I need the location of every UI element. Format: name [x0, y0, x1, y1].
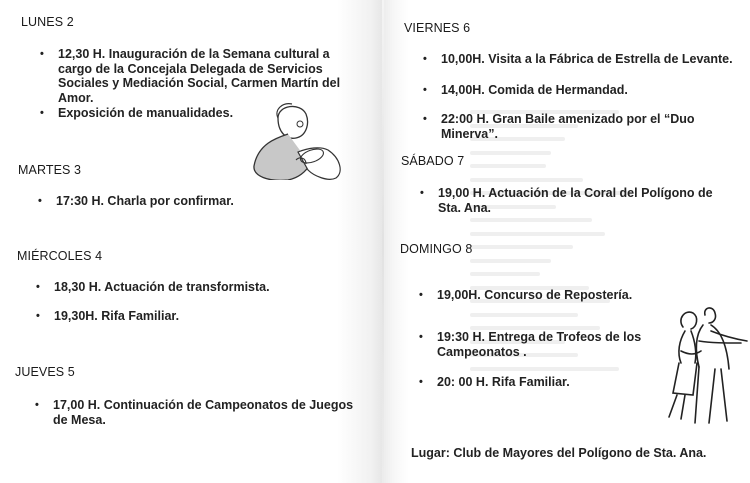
event-text: 19,30H. Rifa Familiar. [54, 309, 180, 323]
bullet-icon: • [36, 310, 40, 322]
day-heading-jueves: JUEVES 5 [15, 365, 75, 379]
bullet-icon: • [419, 376, 423, 388]
day-heading-viernes: VIERNES 6 [404, 21, 471, 35]
event-text: 17,00 H. Continuación de Campeonatos de Juegos de Mesa. [53, 398, 354, 427]
day-heading-martes: MARTES 3 [18, 163, 82, 177]
event-item [423, 52, 741, 67]
event-text: Exposición de manualidades. [58, 106, 234, 120]
event-item [35, 398, 363, 427]
bullet-icon: • [40, 48, 44, 60]
event-item [419, 330, 647, 359]
bullet-icon: • [40, 107, 44, 119]
event-text: 22:00 H. Gran Baile amenizado por el “Duo Minerva”. [441, 112, 695, 141]
event-text: 20: 00 H. Rifa Familiar. [437, 375, 570, 389]
event-item [423, 83, 741, 98]
event-item [40, 47, 358, 105]
bullet-icon: • [423, 113, 427, 125]
page-fold [382, 0, 384, 483]
dancing-couple-icon [655, 305, 750, 425]
bullet-icon: • [420, 187, 424, 199]
day-heading-sabado: SÁBADO 7 [401, 154, 465, 168]
event-item [423, 112, 701, 141]
event-text: 18,30 H. Actuación de transformista. [54, 280, 270, 294]
bullet-icon: • [423, 53, 427, 65]
bullet-icon: • [36, 281, 40, 293]
bullet-icon: • [423, 84, 427, 96]
event-text: 19,00H. Concurso de Repostería. [437, 288, 633, 302]
event-text: 10,00H. Visita a la Fábrica de Estrella de Levante. [441, 52, 733, 66]
day-heading-lunes: LUNES 2 [21, 15, 74, 29]
grandmother-sewing-icon [248, 100, 348, 180]
event-item [419, 375, 647, 390]
event-item [420, 186, 738, 215]
day-heading-miercoles: MIÉRCOLES 4 [17, 249, 103, 263]
event-location: Lugar: Club de Mayores del Polígono de Sta. Ana. [411, 446, 707, 460]
bullet-icon: • [419, 289, 423, 301]
event-item [36, 309, 354, 324]
day-heading-domingo: DOMINGO 8 [400, 242, 473, 256]
bullet-icon: • [419, 331, 423, 343]
event-text: 19,00 H. Actuación de la Coral del Polígono de Sta. Ana. [438, 186, 713, 215]
bullet-icon: • [38, 195, 42, 207]
event-text: 19:30 H. Entrega de Trofeos de los Campeonatos . [437, 330, 642, 359]
event-text: 17:30 H. Charla por confirmar. [56, 194, 234, 208]
bullet-icon: • [35, 399, 39, 411]
event-text: 14,00H. Comida de Hermandad. [441, 83, 628, 97]
event-item [36, 280, 354, 295]
event-text: 12,30 H. Inauguración de la Semana cultural a cargo de la Concejala Delegada de Servicios Sociales y Mediación Social, Carmen Martín del Amor. [58, 47, 341, 105]
event-item [38, 194, 356, 209]
event-item [419, 288, 737, 303]
